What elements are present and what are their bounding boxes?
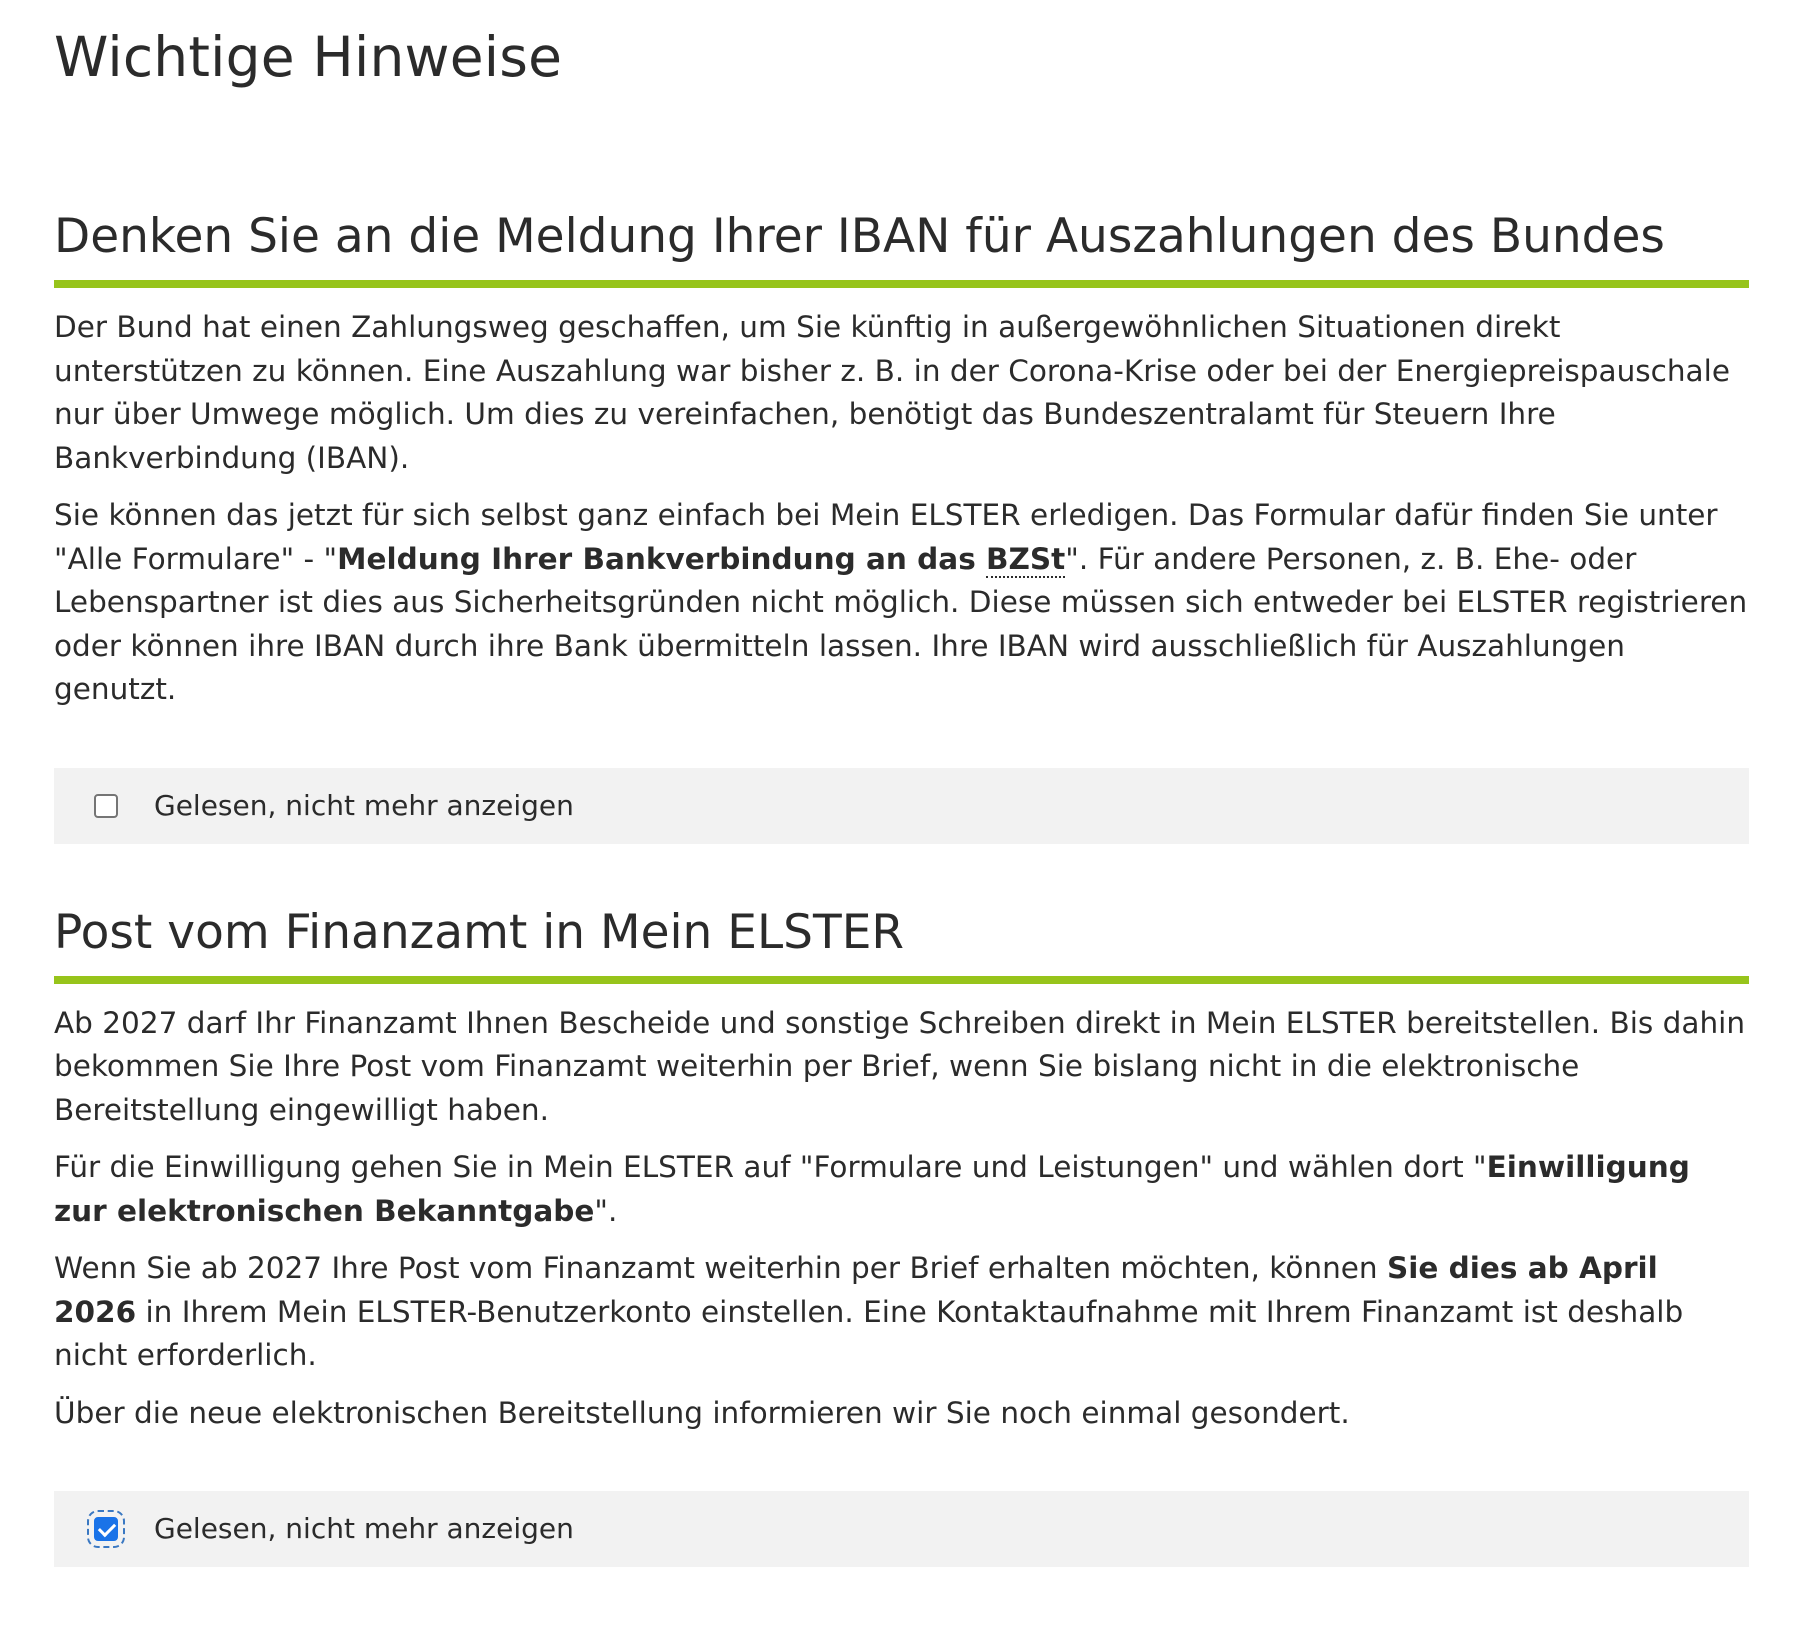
bold-text [337, 542, 1065, 578]
notice-post [54, 904, 1749, 1568]
bold-text-span: Meldung Ihrer Bankverbindung an das [337, 541, 987, 576]
text-span: Wenn Sie ab 2027 Ihre Post vom Finanzamt weiterhin per Brief erhalten möchten, können [54, 1251, 1388, 1285]
read-checkbox-label[interactable]: Gelesen, nicht mehr anzeigen [154, 788, 574, 822]
read-checkbox[interactable] [94, 794, 118, 818]
section-body [54, 288, 1749, 712]
bold-text: Sie dies ab April 2026 [54, 1251, 1658, 1329]
paragraph [54, 1247, 1749, 1378]
paragraph [54, 494, 1749, 712]
text-span: ". [594, 1193, 618, 1228]
abbreviation-bzst[interactable]: BZSt [986, 541, 1066, 576]
section-body [54, 984, 1749, 1436]
read-confirmation-row[interactable] [54, 768, 1749, 844]
read-confirmation-row[interactable] [54, 1491, 1749, 1567]
paragraph: Über die neue elektronischen Bereitstellung informieren wir Sie noch einmal gesondert. [54, 1395, 1350, 1430]
checkmark-icon [98, 1519, 116, 1537]
text-span: Sie können das jetzt für sich selbst ganz einfach bei Mein ELSTER erledigen. Das Formular dafür finden Sie unter "Alle Formulare" - " [54, 498, 1718, 576]
bold-text: Einwilligung zur elektronischen Bekanntgabe [54, 1150, 1690, 1228]
section-heading: Denken Sie an die Meldung Ihrer IBAN für Auszahlungen des Bundes [54, 208, 1749, 288]
paragraph: Ab 2027 darf Ihr Finanzamt Ihnen Bescheide und sonstige Schreiben direkt in Mein ELSTER bereitstellen. Bis dahin bekommen Sie Ihre Post vom Finanzamt weiterhin per Brief, wenn Sie bislang nicht in die elektronische Bereitstellung eingewilligt haben. [54, 1005, 1746, 1127]
read-checkbox-label[interactable]: Gelesen, nicht mehr anzeigen [154, 1512, 574, 1545]
paragraph: Der Bund hat einen Zahlungsweg geschaffen, um Sie künftig in außergewöhnlichen Situationen direkt unterstützen zu können. Eine Auszahlung war bisher z. B. in der Corona-Krise oder bei der Energiepreispauschale nur über Umwege möglich. Um dies zu vereinfachen, benötigt das Bundeszentralamt für Steuern Ihre Bankverbindung (IBAN). [54, 310, 1730, 475]
text-span: ". Für andere Personen, z. B. Ehe- oder Lebenspartner ist dies aus Sicherheitsgründen nicht möglich. Diese müssen sich entweder bei ELSTER registrieren oder können ihre IBAN durch ihre Bank übermitteln lassen. Ihre IBAN wird ausschließlich für Auszahlungen genutzt. [54, 541, 1748, 706]
notice-iban [54, 208, 1749, 844]
read-checkbox-checked[interactable] [94, 1517, 118, 1541]
paragraph [54, 1146, 1749, 1233]
text-span: in Ihrem Mein ELSTER-Benutzerkonto einstellen. Eine Kontaktaufnahme mit Ihrem Finanzamt ist deshalb nicht erforderlich. [54, 1294, 1684, 1372]
section-heading: Post vom Finanzamt in Mein ELSTER [54, 904, 1749, 984]
text-span: Für die Einwilligung gehen Sie in Mein ELSTER auf "Formulare und Leistungen" und wählen dort " [54, 1150, 1487, 1184]
page-title: Wichtige Hinweise [54, 25, 563, 89]
